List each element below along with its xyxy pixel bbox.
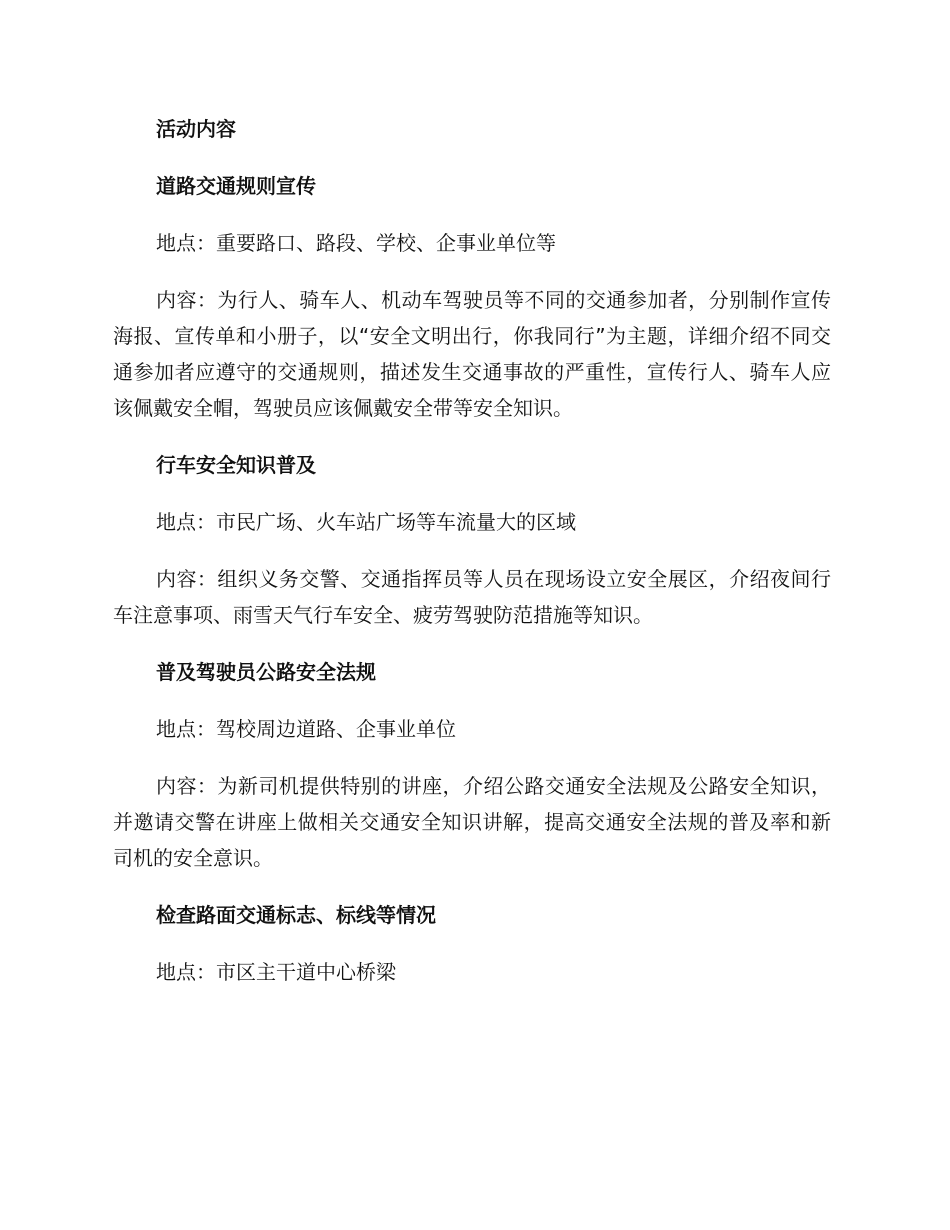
document-body (113, 111, 831, 1011)
location-label: 地点： (156, 231, 216, 255)
location-text: 重要路口、路段、学校、企事业单位等 (216, 231, 556, 255)
location-text: 市民广场、火车站广场等车流量大的区域 (216, 510, 576, 534)
content-paragraph (113, 768, 831, 876)
location-label: 地点： (156, 717, 216, 741)
location-label: 地点： (156, 960, 216, 984)
subsection-title: 道路交通规则宣传 (156, 174, 316, 198)
content-label: 内容： (156, 288, 218, 312)
subsection-title: 检查路面交通标志、标线等情况 (156, 903, 436, 927)
content-text: 为新司机提供特别的讲座，介绍公路交通安全法规及公路安全知识，并邀请交警在讲座上做相关交通安全知识讲解，提高交通安全法规的普及率和新司机的安全意识。 (113, 774, 831, 870)
location-paragraph (113, 225, 831, 261)
location-text: 驾校周边道路、企事业单位 (216, 717, 456, 741)
content-text: 为行人、骑车人、机动车驾驶员等不同的交通参加者，分别制作宣传海报、宣传单和小册子，以“安全文明出行，你我同行”为主题，详细介绍不同交通参加者应遵守的交通规则，描述发生交通事故的严重性，宣传行人、骑车人应该佩戴安全帽，驾驶员应该佩戴安全带等安全知识。 (113, 288, 831, 420)
content-label: 内容： (156, 774, 218, 798)
location-text: 市区主干道中心桥梁 (216, 960, 396, 984)
content-text: 组织义务交警、交通指挥员等人员在现场设立安全展区，介绍夜间行车注意事项、雨雪天气行车安全、疲劳驾驶防范措施等知识。 (113, 567, 831, 627)
subsection-title: 普及驾驶员公路安全法规 (156, 660, 376, 684)
section-title: 活动内容 (156, 117, 236, 141)
location-label: 地点： (156, 510, 216, 534)
location-paragraph (113, 504, 831, 540)
content-paragraph (113, 282, 831, 426)
content-label: 内容： (156, 567, 218, 591)
content-paragraph (113, 561, 831, 633)
location-paragraph (113, 954, 831, 990)
subsection-title: 行车安全知识普及 (156, 453, 316, 477)
location-paragraph (113, 711, 831, 747)
